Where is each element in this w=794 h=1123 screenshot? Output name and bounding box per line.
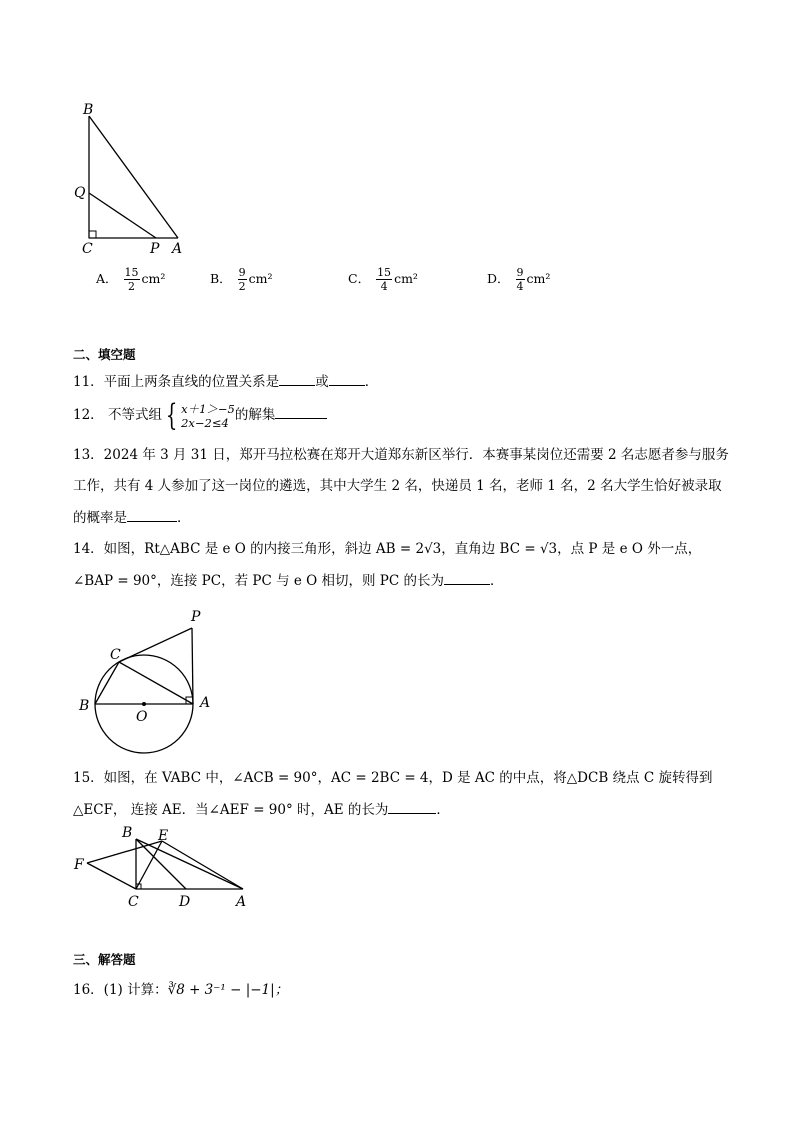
option-a-fraction: $\frac{15}{2}$ (124, 266, 139, 293)
label-c: C (82, 241, 93, 257)
answer-blank-15[interactable] (388, 799, 436, 814)
label-b: B (83, 102, 94, 118)
option-a[interactable]: A． $\frac{15}{2}$ cm² (96, 266, 166, 293)
option-d-fraction: $\frac{9}{4}$ (516, 266, 524, 293)
answer-blank-14[interactable] (444, 570, 490, 585)
label-q: Q (74, 185, 86, 201)
option-c-fraction: $\frac{15}{4}$ (377, 266, 392, 293)
inequality-system: x＋1＞−5 2x−2≤4 (181, 401, 235, 430)
label-c: C (110, 647, 121, 663)
figure-rotation (70, 822, 260, 914)
figure-circle-tangent (74, 604, 224, 754)
answer-blank-12[interactable] (275, 404, 327, 419)
section-title-fill-in: 二、填空题 (73, 347, 136, 362)
label-c: C (128, 894, 139, 910)
option-c[interactable]: C． $\frac{15}{4}$ cm² (348, 266, 418, 293)
label-o: O (136, 709, 148, 725)
question-15-line1: 15．如图，在 VABC 中，∠ACB = 90°，AC = 2BC = 4，D 是 AC 的中点，将△DCB 绕点 C 旋转得到 (73, 770, 713, 786)
question-11: 11．平面上两条直线的位置关系是 或 ． (73, 371, 378, 392)
label-b: B (122, 825, 133, 841)
answer-blank-11b[interactable] (329, 371, 365, 386)
label-p: P (191, 609, 201, 625)
question-12: 12． 不等式组 { x＋1＞−5 2x−2≤4 的解集 (73, 400, 327, 431)
label-a: A (236, 894, 247, 910)
label-d: D (179, 894, 191, 910)
label-f: F (74, 857, 84, 873)
option-b[interactable]: B． $\frac{9}{2}$ cm² (210, 266, 273, 293)
question-15-line2: △ECF， 连接 AE．当∠AEF = 90° 时，AE 的长为 ． (73, 799, 450, 820)
q16-expression: ∛8 + 3⁻¹ − |−1|； (167, 982, 289, 998)
figure-triangle-bcq (70, 100, 200, 260)
option-d[interactable]: D． $\frac{9}{4}$ cm² (487, 266, 551, 293)
answer-blank-11a[interactable] (279, 371, 315, 386)
question-14-line2: ∠BAP = 90°，连接 PC，若 PC 与 e O 相切，则 PC 的长为 ． (73, 570, 504, 591)
label-a: A (172, 241, 183, 257)
question-13-line3: 的概率是 ． (73, 507, 191, 528)
question-14-line1: 14．如图，Rt△ABC 是 e O 的内接三角形，斜边 AB = 2√3，直角边 BC = √3，点 P 是 e O 外一点， (73, 541, 702, 557)
question-13-line2: 工作，共有 4 人参加了这一岗位的遴选，其中大学生 2 名，快递员 1 名，老师 1 名，2 名大学生恰好被录取 (73, 478, 722, 494)
system-brace: { (165, 397, 178, 433)
section-title-answer: 三、解答题 (73, 952, 136, 967)
label-a: A (200, 695, 211, 711)
label-b: B (79, 698, 90, 714)
label-e: E (158, 828, 169, 844)
question-13-line1: 13．2024 年 3 月 31 日，郑开马拉松赛在郑开大道郑东新区举行．本赛事某岗位还需要 2 名志愿者参与服务 (73, 447, 729, 463)
option-b-fraction: $\frac{9}{2}$ (238, 266, 246, 293)
label-p: P (150, 241, 160, 257)
answer-blank-13[interactable] (127, 507, 177, 522)
question-16: 16．(1) 计算：∛8 + 3⁻¹ − |−1|； (73, 982, 289, 998)
